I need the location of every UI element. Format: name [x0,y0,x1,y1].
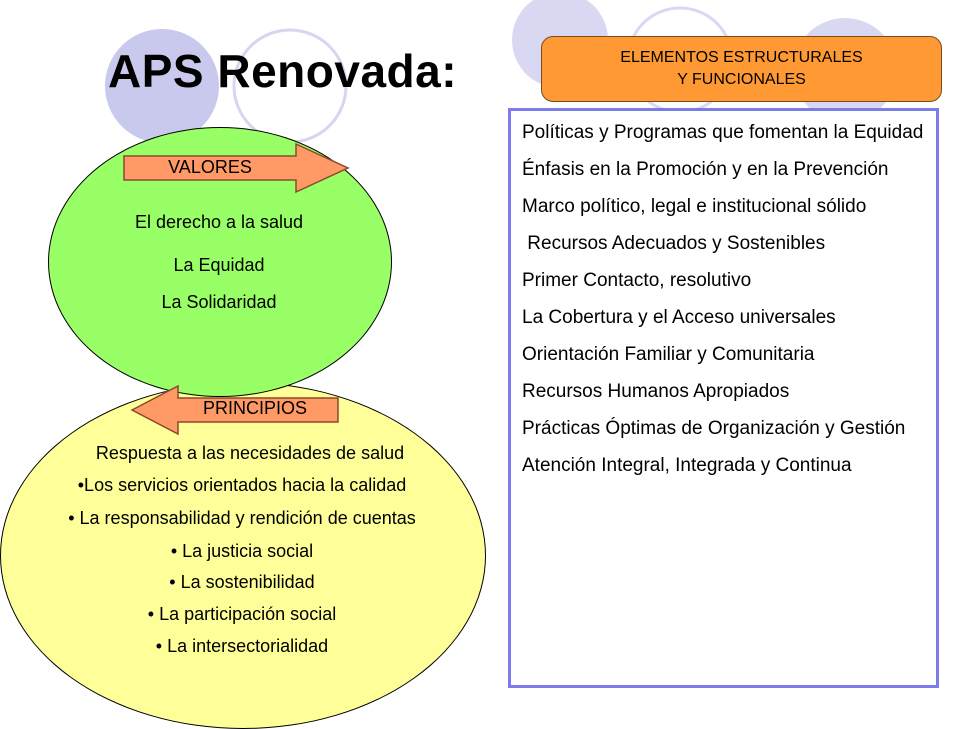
valores-label: VALORES [168,157,252,177]
principio-item: • La justicia social [170,541,314,561]
valor-item: El derecho a la salud [134,212,304,232]
elementos-header-line1: ELEMENTOS ESTRUCTURALES [620,49,863,66]
list-item: Prácticas Óptimas de Organización y Gestión [522,418,906,439]
list-item: Primer Contacto, resolutivo [522,270,752,291]
page-title: APS Renovada: [108,45,458,97]
list-item: Atención Integral, Integrada y Continua [522,455,852,476]
principios-label: PRINCIPIOS [202,398,308,418]
valor-item: La Solidaridad [161,292,277,312]
list-item: Orientación Familiar y Comunitaria [522,344,815,365]
list-item: La Cobertura y el Acceso universales [522,307,836,328]
principio-item: • La responsabilidad y rendición de cuentas [68,508,416,528]
list-item: Marco político, legal e institucional sólido [522,196,867,217]
principio-item: • La participación social [147,604,337,624]
principio-item: • La intersectorialidad [155,636,329,656]
list-item: Recursos Adecuados y Sostenibles [522,233,826,254]
list-item: Recursos Humanos Apropiados [522,381,790,402]
list-item: Políticas y Programas que fomentan la Equidad [522,122,924,143]
elementos-list [508,108,939,688]
elementos-header [541,36,942,102]
principio-item: • La sostenibilidad [169,572,315,592]
elementos-header-line2: Y FUNCIONALES [677,71,806,88]
principio-item: •Los servicios orientados hacia la calidad [77,475,407,495]
list-item: Énfasis en la Promoción y en la Prevención [522,159,889,180]
principio-item: Respuesta a las necesidades de salud [95,443,405,463]
valor-item: La Equidad [173,255,265,275]
